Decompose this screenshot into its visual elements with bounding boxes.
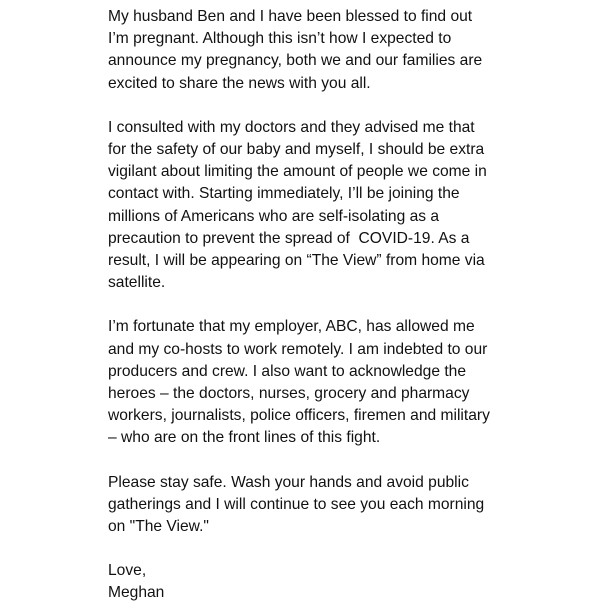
letter-body xyxy=(108,6,588,605)
signoff: Love, Meghan xyxy=(108,562,165,602)
paragraph-announcement: My husband Ben and I have been blessed to find out I’m pregnant. Although this isn’t how I expected to announce my pregnancy, both we and our families are excited to share the news with you all. xyxy=(108,8,483,92)
paragraph-gratitude: I’m fortunate that my employer, ABC, has allowed me and my co-hosts to work remotely. I am indebted to our producers and crew. I also want to acknowledge the heroes – the doctors, nurses, grocery and pharmacy workers, journalists, police officers, firemen and military – who are on the front lines of this fight. xyxy=(108,318,490,447)
paragraph-stay-safe: Please stay safe. Wash your hands and avoid public gatherings and I will continue to see you each morning on "The View." xyxy=(108,473,485,536)
paragraph-self-isolation: I consulted with my doctors and they advised me that for the safety of our baby and myself, I should be extra vigilant about limiting the amount of people we come in contact with. Starting immediately, I’ll be joining the millions of Americans who are self-isolating as a precaution to prevent the spread of COVID-19. As a result, I will be appearing on “The View” from home via satellite. xyxy=(108,118,487,292)
